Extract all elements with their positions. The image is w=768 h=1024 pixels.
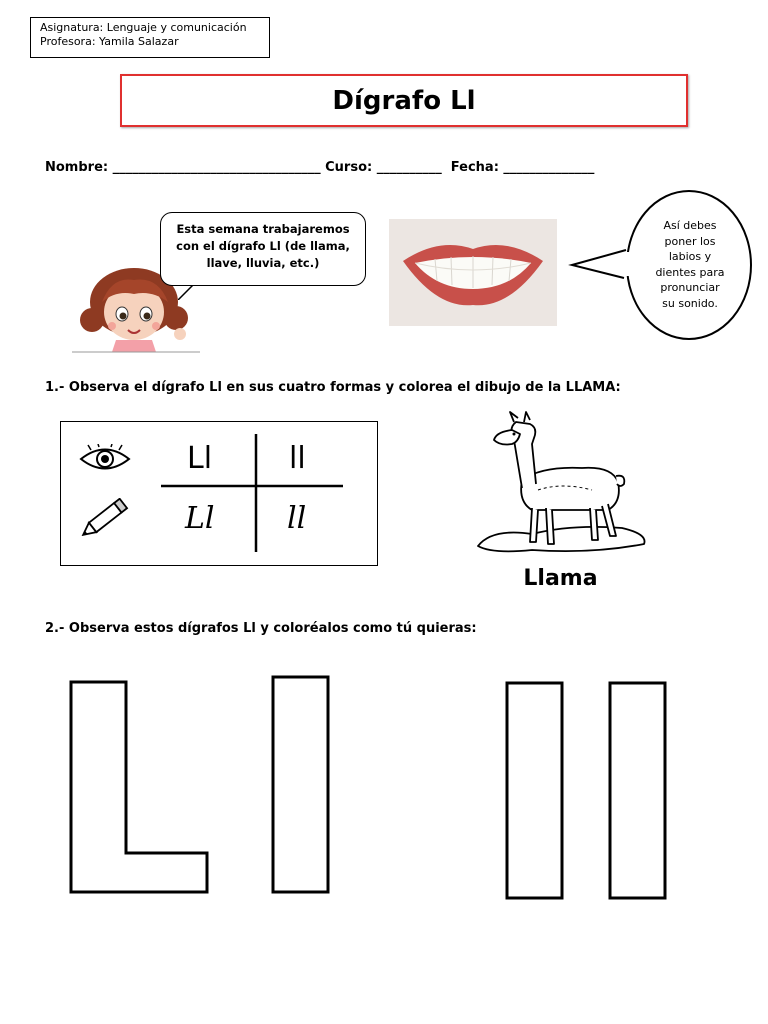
mouth-bubble-line-6: su sonido. (662, 296, 718, 310)
digraph-print-lower: ll (289, 441, 306, 476)
mouth-bubble-line-5: pronunciar (660, 281, 720, 294)
question-1-text: 1.- Observa el dígrafo Ll en sus cuatro formas y colorea el dibujo de la LLAMA: (45, 380, 621, 395)
girl-bubble-line-2: con el dígrafo Ll (de llama, (176, 239, 350, 253)
mouth-bubble-text (640, 218, 740, 311)
mouth-bubble-line-3: labios y (668, 250, 712, 263)
girl-bubble-line-1: Esta semana trabajaremos (176, 222, 350, 236)
subject-line: Asignatura: Lenguaje y comunicación (40, 21, 247, 34)
outline-letters (0, 660, 768, 920)
mouth-bubble-line-1: Así debes (663, 219, 717, 232)
digraph-script-upper: Ll (185, 501, 215, 536)
digraph-forms-box (60, 421, 378, 566)
outline-letter-upper-l[interactable] (71, 682, 207, 892)
mouth-photo (389, 219, 557, 326)
question-2-text: 2.- Observa estos dígrafos Ll y coloréalos como tú quieras: (45, 621, 477, 636)
girl-bubble-line-3: llave, lluvia, etc.) (206, 256, 320, 270)
outline-letter-lower-l-3[interactable] (610, 683, 665, 898)
mouth-bubble-line-2: poner los (664, 234, 716, 248)
outline-letter-lower-l-2[interactable] (507, 683, 562, 898)
subject-info-box (30, 17, 270, 58)
eye-icon (79, 444, 131, 474)
digraph-print-upper: Ll (187, 441, 213, 476)
mouth-bubble-line-4: dientes para (655, 265, 725, 279)
smiling-mouth-image (389, 219, 557, 326)
teacher-line: Profesora: Yamila Salazar (40, 35, 179, 48)
digraph-script-lower: ll (287, 501, 307, 536)
girl-speech-bubble (160, 212, 366, 286)
llama-label: Llama (523, 566, 598, 591)
page-title: Dígrafo Ll (120, 74, 688, 127)
pencil-icon (81, 498, 131, 536)
outline-letter-lower-l-1[interactable] (273, 677, 328, 892)
student-form-line: Nombre: ________________________________ Curso: __________ Fecha: ______________ (45, 160, 595, 175)
llama-illustration (472, 410, 652, 555)
